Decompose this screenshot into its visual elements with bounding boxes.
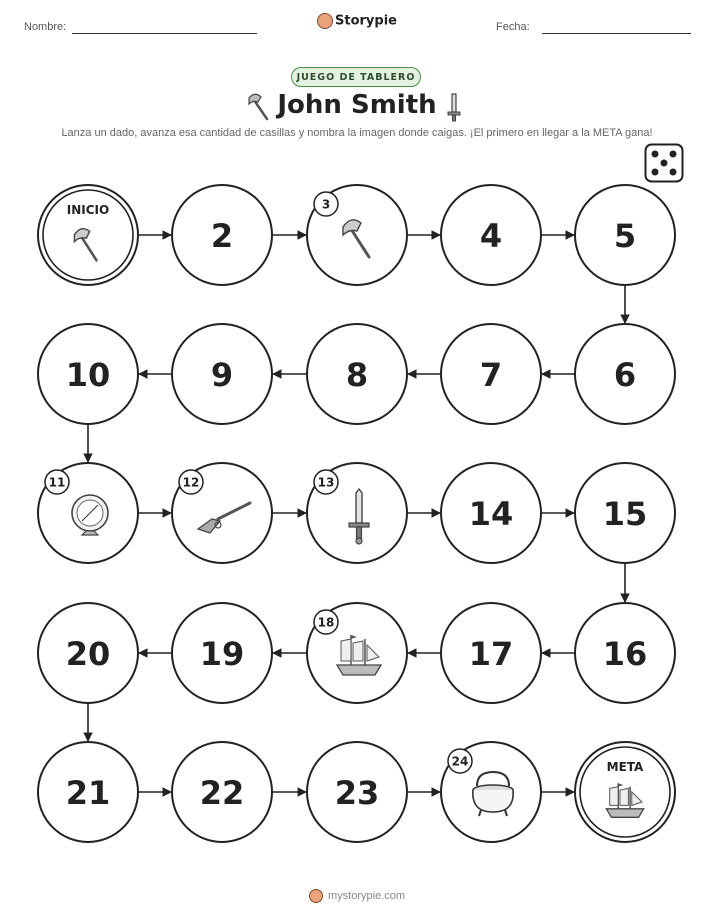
board-space[interactable]	[575, 185, 675, 285]
date-label: Fecha:	[496, 21, 530, 33]
space-number: 23	[334, 774, 380, 812]
svg-text:24: 24	[451, 754, 469, 769]
space-number: 14	[468, 495, 514, 533]
goal-space[interactable]	[575, 742, 675, 842]
board-space[interactable]	[307, 185, 407, 285]
bear-logo-icon	[309, 889, 323, 903]
start-space[interactable]	[38, 185, 138, 285]
space-number-badge	[448, 749, 472, 773]
board-space[interactable]	[441, 603, 541, 703]
board-space[interactable]	[38, 603, 138, 703]
footer	[0, 889, 714, 903]
game-type-badge: JUEGO DE TABLERO	[291, 67, 421, 87]
space-number: 20	[65, 635, 111, 673]
svg-text:18: 18	[317, 615, 335, 630]
board-space[interactable]	[38, 742, 138, 842]
space-number: 16	[602, 635, 648, 673]
page-title: John Smith	[277, 90, 437, 120]
board-space[interactable]	[575, 603, 675, 703]
board-space[interactable]	[38, 324, 138, 424]
board-space[interactable]	[307, 603, 407, 703]
board-space[interactable]	[172, 742, 272, 842]
board-space[interactable]	[441, 324, 541, 424]
svg-text:13: 13	[317, 475, 335, 490]
space-number-badge	[314, 470, 338, 494]
space-number: 21	[65, 774, 111, 812]
space-number: 19	[199, 635, 245, 673]
brand-name: Storypie	[335, 13, 397, 29]
space-number-badge	[45, 470, 69, 494]
space-number: 15	[602, 495, 648, 533]
space-number: 8	[345, 356, 369, 394]
goal-label: META	[606, 760, 644, 774]
space-number: 17	[468, 635, 514, 673]
board-space[interactable]	[307, 463, 407, 563]
svg-text:11: 11	[48, 475, 66, 490]
space-number: 6	[613, 356, 637, 394]
board-space[interactable]	[307, 742, 407, 842]
space-number: 4	[479, 217, 503, 255]
space-number: 5	[613, 217, 637, 255]
space-number: 22	[199, 774, 245, 812]
space-number: 2	[210, 217, 234, 255]
footer-url[interactable]: mystorypie.com	[328, 889, 406, 902]
space-number: 10	[65, 356, 111, 394]
space-number-badge	[314, 610, 338, 634]
board-space[interactable]	[575, 324, 675, 424]
board-space[interactable]	[172, 603, 272, 703]
board-space[interactable]	[441, 742, 541, 842]
board-space[interactable]	[307, 324, 407, 424]
board-space[interactable]	[172, 463, 272, 563]
board-space[interactable]	[38, 463, 138, 563]
svg-text:3: 3	[321, 197, 331, 212]
board-space[interactable]	[172, 324, 272, 424]
space-number-badge	[314, 192, 338, 216]
board-space[interactable]	[441, 463, 541, 563]
space-number-badge	[179, 470, 203, 494]
start-label: INICIO	[66, 203, 110, 217]
board-space[interactable]	[441, 185, 541, 285]
svg-text:12: 12	[182, 475, 200, 490]
board-space[interactable]	[172, 185, 272, 285]
board-space[interactable]	[575, 463, 675, 563]
space-number: 7	[479, 356, 503, 394]
instructions: Lanza un dado, avanza esa cantidad de casillas y nombra la imagen donde caigas. ¡El primero en llegar a la META gana!	[61, 127, 653, 139]
name-label: Nombre:	[24, 21, 67, 33]
space-number: 9	[210, 356, 234, 394]
